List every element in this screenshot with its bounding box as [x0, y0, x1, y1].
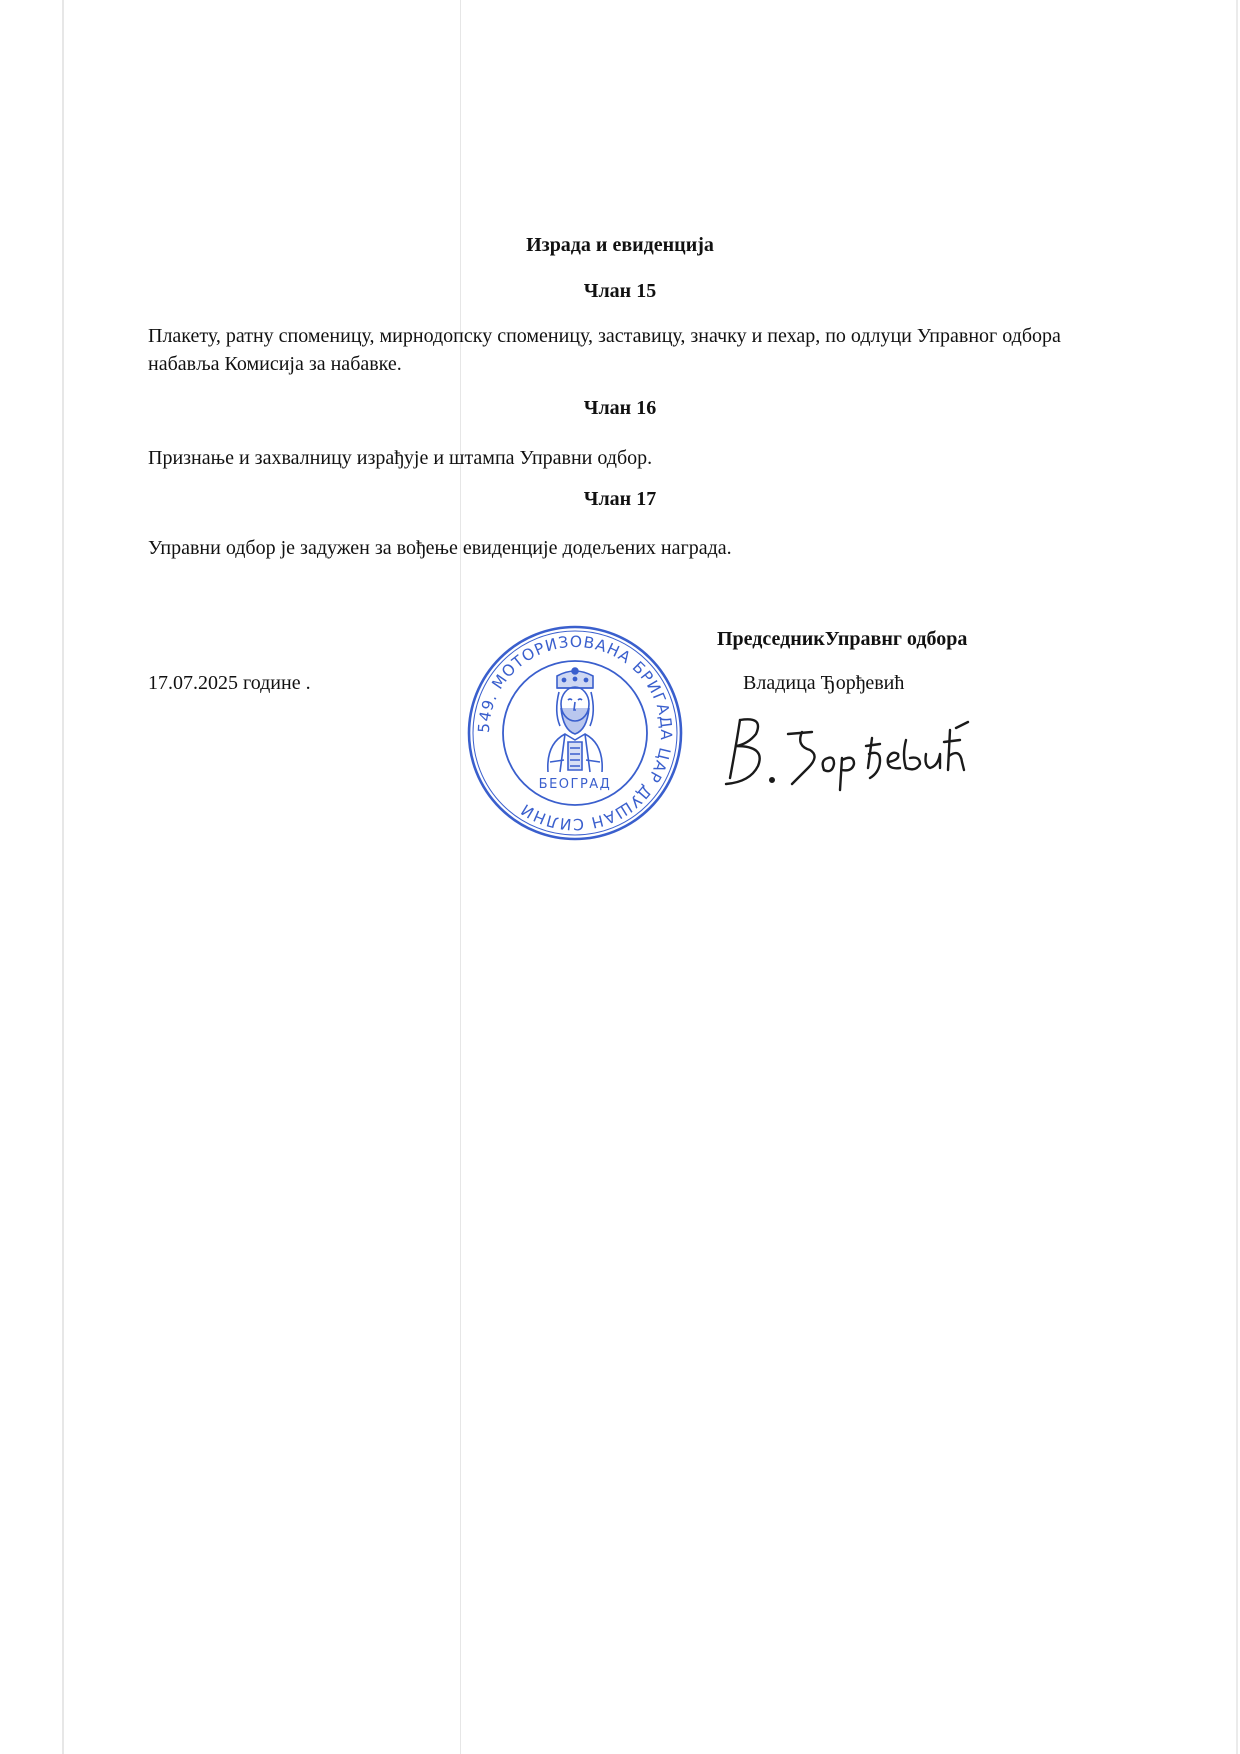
document-date: 17.07.2025 године .: [148, 672, 311, 694]
signer-title: ПредседникУправнг одбора: [717, 628, 968, 650]
stamp-center-text: БЕОГРАД: [538, 777, 612, 792]
stamp-portrait: [548, 668, 602, 772]
handwritten-signature: [716, 706, 986, 796]
article-16-text: Признање и захвалницу израђује и штампа Управни одбор.: [148, 447, 653, 469]
article-15-text: Плакету, ратну споменицу, мирнодопску споменицу, заставицу, значку и пехар, по одлуци Управног одбора набавља Комисија за набавке.: [148, 325, 1061, 375]
article-17-heading: Члан 17: [583, 488, 657, 510]
article-15-heading: Члан 15: [583, 280, 657, 302]
official-stamp: [464, 622, 686, 844]
scan-edge-left: [62, 0, 64, 1754]
article-16-heading: Члан 16: [583, 397, 657, 419]
stamp-ring-text: 549. МОТОРИЗОВАНА БРИГАДА ЦАР ДУШАН СИЛНИ: [474, 632, 676, 834]
section-title: Израда и евиденција: [526, 234, 714, 256]
signer-name: Владица Ђорђевић: [743, 672, 905, 694]
scan-edge-right: [1236, 0, 1238, 1754]
article-17-text: Управни одбор је задужен за вођење евиденције додељених награда.: [148, 537, 732, 559]
scan-fold-line: [460, 0, 461, 1754]
